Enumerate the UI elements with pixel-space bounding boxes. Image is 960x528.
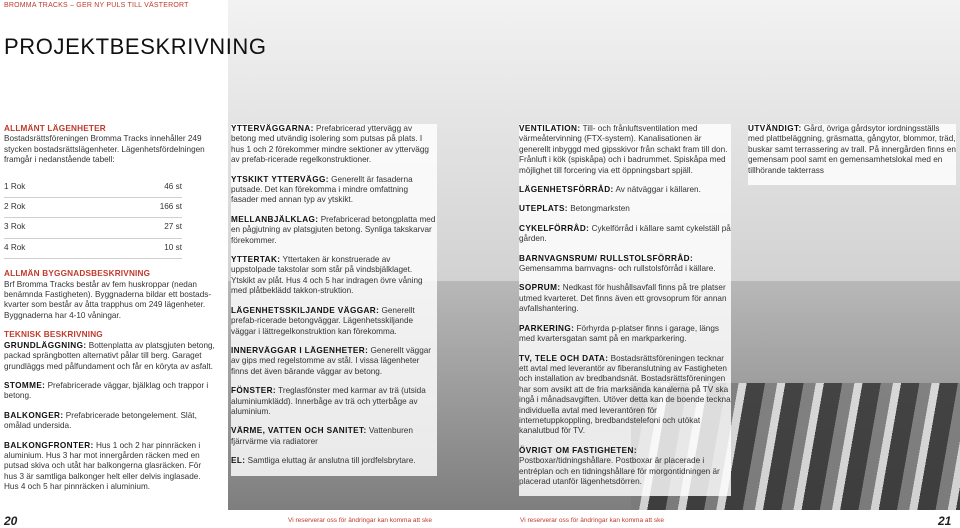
paragraph-yttertak [231, 255, 437, 297]
paragraph-ovrigt [519, 446, 731, 488]
room-type: 4 Rok [4, 242, 26, 252]
text-utvandigt: Gård, övriga gårdsytor iordningsställs med plattbeläggning, gräsmatta, gångytor, blommor, träd, buskar samt terrassering av trall. På innergården finns en gemensam pool samt en gemensamhetslokal med en tillhörande takterrass [748, 124, 956, 175]
paragraph-balkonger [4, 411, 216, 432]
column-2 [231, 124, 437, 476]
label-uteplats: UTEPLATS: [519, 204, 568, 214]
label-ytter: YTTERVÄGGARNA: [231, 124, 314, 133]
text-yttertak: Yttertaken är konstruerade av uppstolpade takstolar som står på vindsbjälklaget. Ytskikt av plåt. Hus 4 och 5 har indragen övre våning med plåtbeklädd takkon-struktion. [231, 255, 423, 296]
breadcrumb: BROMMA TRACKS – GER NY PULS TILL VÄSTERORT [4, 2, 189, 9]
paragraph-stomme [4, 381, 216, 402]
paragraph-vent [519, 124, 731, 176]
room-row [4, 178, 182, 198]
text-parkering: Förhyrda p-platser finns i garage, längs med kvartersgatan samt på en markparkering. [519, 323, 719, 344]
text-fonster: Treglasfönster med karmar av trä (utsida aluminiumklädd). Innerbåge av trä och ytterbåge av aluminium. [231, 386, 426, 416]
text-lagenheter: Bostadsrättsföreningen Bromma Tracks innehåller 249 stycken bostadsrättslägenheter. Lägenhetsfördelningen framgår i nedanstående tabell: [4, 134, 205, 165]
label-parkering: PARKERING: [519, 323, 575, 333]
text-ovrigt: Postboxar/tidningshållare. Postboxar är placerade i entréplan och en tidningshållare för morgontidningen är placerad utanför lägenhetsdörren. [519, 456, 720, 486]
label-utvandigt: UTVÄNDIGT: [748, 124, 802, 133]
text-tv: Bostadsrättsföreningen tecknar ett avtal med leverantör av fiberanslutning av Fastigheten och installation av bredbandsnät. Bostadsrättsföreningen har som avsikt att de fria marksända kanalerna på TV ska ingå i månadsavgiften. Utöver detta kan de boende teckna individuella avtal med leverantören för internetuppkoppling, bredbandstelefoni och utökat kanalutbud för TV. [519, 353, 731, 436]
label-yttertak: YTTERTAK: [231, 255, 281, 265]
paragraph-varme [231, 426, 437, 447]
text-grund: Bottenplatta av platsgjuten betong, packad sprängbotten alternativt pålar till berg. Garaget grundläggs med pålfundament och får en köryta av asfalt. [4, 340, 215, 371]
room-row [4, 218, 182, 238]
paragraph-barnvagn [519, 254, 731, 275]
paragraph-grund [4, 341, 216, 372]
column-4 [748, 124, 956, 185]
label-stomme: STOMME: [4, 380, 46, 390]
label-balkonger: BALKONGER: [4, 410, 64, 420]
text-byggnad: Brf Bromma Tracks består av fem huskroppar (nedan benämnda Fastigheten). Byggnaderna bildar ett bostads-kvarter som består av åtta trapphus om 249 lägenheter. Byggnaderna har 4-10 våningar. [4, 279, 212, 320]
paragraph-parkering [519, 324, 731, 345]
text-ytskikt: Generellt är fasaderna putsade. Det kan förekomma i mindre omfattning fasader med annan typ av ytskikt. [231, 174, 413, 205]
paragraph-ytter [231, 124, 437, 166]
paragraph-lagenhetsskilj [231, 306, 437, 337]
text-stomme: Prefabricerade väggar, bjälklag och trappor i betong. [4, 380, 209, 401]
paragraph-balkongfronter [4, 441, 216, 493]
label-vent: VENTILATION: [519, 124, 581, 133]
room-count: 166 st [159, 202, 182, 212]
heading-teknisk: TEKNISK BESKRIVNING [4, 330, 103, 340]
label-barnvagn: BARNVAGNSRUM/ RULLSTOLSFÖRRÅD: [519, 253, 694, 263]
footer-note-left: Vi reserverar oss för ändringar kan komma att ske [288, 517, 433, 524]
text-el: Samtliga eluttag är anslutna till jordfelsbrytare. [245, 456, 416, 466]
text-barnvagn: Gemensamma barnvagns- och rullstolsförråd i källare. [519, 264, 716, 274]
paragraph-tv [519, 354, 731, 437]
room-type: 3 Rok [4, 222, 26, 232]
paragraph-cykel [519, 224, 731, 245]
text-balkongfronter: Hus 1 och 2 har pinnräcken i aluminium. Hus 3 har mot innergården räcken med en putsad skiva och utåt har balkongerna glasräcken. För hus 3 är samtliga balkonger helt eller delvis inglasade. Hus 4 och 5 har pinnräcken i aluminium. [4, 440, 202, 492]
column-1 [4, 124, 216, 502]
paragraph-ytskikt [231, 175, 437, 206]
label-ovrigt: ÖVRIGT OM FASTIGHETEN: [519, 445, 637, 455]
room-type: 2 Rok [4, 202, 26, 212]
text-lagenhetsskilj: Generellt prefab-ricerade betongväggar. Lägenhetsskiljande väggar i lättregelkonstruktion kan förekomma. [231, 305, 415, 336]
label-varme: VÄRME, VATTEN OCH SANITET: [231, 426, 367, 436]
text-innervaggar: Generellt väggar av gips med regelstomme av stål. I vissa lägenheter finns det även bärande väggar av betong. [231, 345, 432, 376]
paragraph-uteplats [519, 204, 731, 214]
paragraph-mellan [231, 215, 437, 246]
label-lagenhetsskilj: LÄGENHETSSKILJANDE VÄGGAR: [231, 305, 380, 315]
page-number-left: 20 [4, 514, 18, 528]
page-title: PROJEKTBESKRIVNING [4, 34, 267, 59]
label-soprum: SOPRUM: [519, 283, 561, 293]
text-forrad: Av nätväggar i källaren. [613, 185, 701, 195]
label-tv: TV, TELE OCH DATA: [519, 353, 609, 363]
label-ytskikt: YTSKIKT YTTERVÄGG: [231, 174, 329, 184]
room-row [4, 198, 182, 218]
label-cykel: CYKELFÖRRÅD: [519, 223, 590, 233]
label-el: EL: [231, 456, 246, 466]
label-balkongfronter: BALKONGFRONTER: [4, 440, 94, 450]
text-cykel: Cykelförråd i källare samt cykelställ på gården. [519, 223, 731, 244]
paragraph-utvandigt [748, 124, 956, 176]
text-uteplats: Betongmarksten [567, 204, 630, 214]
heading-lagenheter: ALLMÄNT LÄGENHETER [4, 124, 106, 133]
room-type: 1 Rok [4, 181, 26, 191]
paragraph-el [231, 456, 437, 466]
label-forrad: LÄGENHETSFÖRRÅD: [519, 185, 614, 195]
text-soprum: Nedkast för hushållsavfall finns på tre platser utmed kvarteret. Det finns även ett grovsoprum för annan avfallshantering. [519, 283, 727, 314]
column-3 [519, 124, 731, 496]
room-count: 27 st [164, 222, 182, 232]
text-vent: Till- och frånluftsventilation med värmeåtervinning (FTX-system). Kanalisationen är generellt inbyggd med gipsskivor från schakt fram till don. Frånluft i kök (spiskåpa) och i badrummet. Spiskåpa med möjlighet till forcering via ett öppningsbart spjäll. [519, 124, 728, 175]
room-count: 46 st [164, 181, 182, 191]
label-fonster: FÖNSTER: [231, 386, 277, 396]
text-varme: Vattenburen fjärrvärme via radiatorer [231, 426, 413, 446]
label-mellan: MELLANBJÄLKLAG: [231, 214, 319, 224]
text-balkonger: Prefabricerade betongelement. Slät, omålad undersida. [4, 410, 197, 431]
page-number-right: 21 [938, 514, 952, 528]
text-ytter: Prefabricerad yttervägg av betong med utvändig isolering som putsas på plats. I hus 1 och 2 förekommer mindre sektioner av yttervägg av prefab-ricerade regelkonstruktioner. [231, 124, 429, 165]
room-row [4, 239, 182, 259]
room-count: 10 st [164, 242, 182, 252]
paragraph-innervaggar [231, 346, 437, 377]
paragraph-fonster [231, 386, 437, 417]
room-table [4, 178, 216, 260]
heading-byggnad: ALLMÄN BYGGNADSBESKRIVNING [4, 269, 151, 279]
paragraph-soprum [519, 283, 731, 314]
label-innervaggar: INNERVÄGGAR I LÄGENHETER: [231, 345, 369, 355]
label-grund: GRUNDLÄGGNING: [4, 340, 87, 350]
text-mellan: Prefabricerad betongplatta med en pågjutning av platsgjuten betong. Synliga takskarvar förekommer. [231, 214, 436, 245]
footer-note-right: Vi reserverar oss för ändringar kan komma att ske [520, 517, 665, 524]
paragraph-forrad [519, 185, 731, 195]
